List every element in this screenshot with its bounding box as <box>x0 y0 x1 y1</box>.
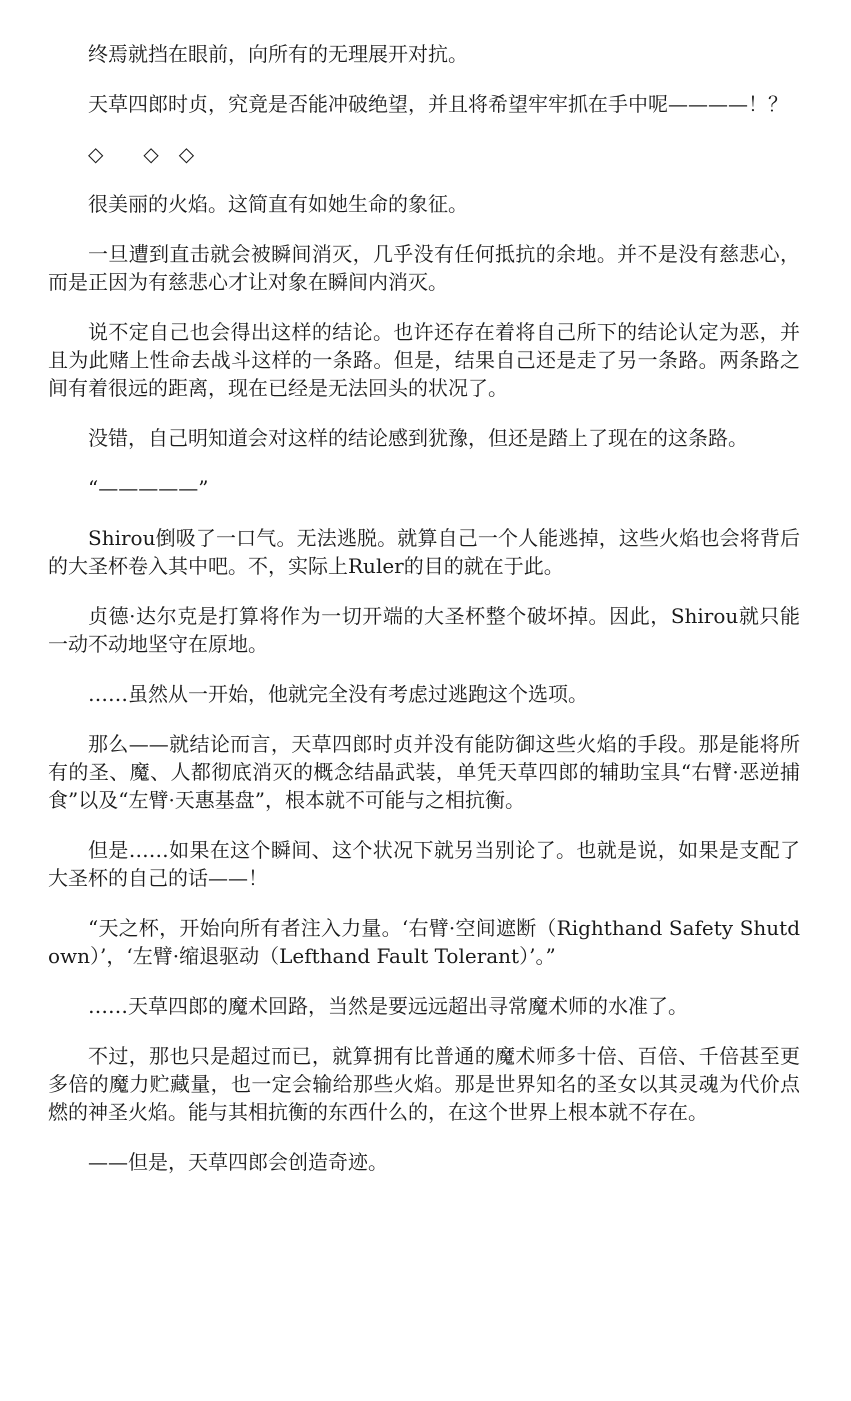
paragraph: 一旦遭到直击就会被瞬间消灭，几乎没有任何抵抗的余地。并不是没有慈悲心，而是正因为有慈悲心才让对象在瞬间内消灭。 <box>48 242 800 294</box>
paragraph: 不过，那也只是超过而已，就算拥有比普通的魔术师多十倍、百倍、千倍甚至更多倍的魔力贮藏量，也一定会输给那些火焰。那是世界知名的圣女以其灵魂为代价点燃的神圣火焰。能与其相抗衡的东西什么的，在这个世界上根本就不存在。 <box>48 1044 800 1124</box>
paragraph: Shirou倒吸了一口气。无法逃脱。就算自己一个人能逃掉，这些火焰也会将背后的大圣杯卷入其中吧。不，实际上Ruler的目的就在于此。 <box>48 526 800 578</box>
dialogue-line: “天之杯，开始向所有者注入力量。‘右臂·空间遮断（Righthand Safety Shutdown）’，‘左臂·缩退驱动（Lefthand Fault Tolerant）’。” <box>48 916 800 968</box>
paragraph: 那么——就结论而言，天草四郎时贞并没有能防御这些火焰的手段。那是能将所有的圣、魔、人都彻底消灭的概念结晶武装，单凭天草四郎的辅助宝具“右臂·恶逆捕食”以及“左臂·天惠基盘”，根本就不可能与之相抗衡。 <box>48 732 800 812</box>
paragraph: 天草四郎时贞，究竟是否能冲破绝望，并且将希望牢牢抓在手中呢————！？ <box>88 92 788 116</box>
paragraph: 但是……如果在这个瞬间、这个状况下就另当别论了。也就是说，如果是支配了大圣杯的自己的话——！ <box>48 838 800 890</box>
paragraph: 很美丽的火焰。这简直有如她生命的象征。 <box>88 192 468 216</box>
document-page <box>48 40 800 1198</box>
paragraph: ——但是，天草四郎会创造奇迹。 <box>88 1150 388 1174</box>
paragraph: 终焉就挡在眼前，向所有的无理展开对抗。 <box>88 42 468 66</box>
paragraph: 说不定自己也会得出这样的结论。也许还存在着将自己所下的结论认定为恶，并且为此赌上性命去战斗这样的一条路。但是，结果自己还是走了另一条路。两条路之间有着很远的距离，现在已经是无法回头的状况了。 <box>48 320 800 400</box>
paragraph: 贞德·达尔克是打算将作为一切开端的大圣杯整个破坏掉。因此，Shirou就只能一动不动地坚守在原地。 <box>48 604 800 656</box>
dialogue-line: “—————” <box>88 476 209 500</box>
paragraph: 没错，自己明知道会对这样的结论感到犹豫，但还是踏上了现在的这条路。 <box>88 426 748 450</box>
scene-divider: ◇ ◇ ◇ <box>88 142 195 166</box>
paragraph: ……虽然从一开始，他就完全没有考虑过逃跑这个选项。 <box>88 682 588 706</box>
paragraph: ……天草四郎的魔术回路，当然是要远远超出寻常魔术师的水准了。 <box>88 994 688 1018</box>
